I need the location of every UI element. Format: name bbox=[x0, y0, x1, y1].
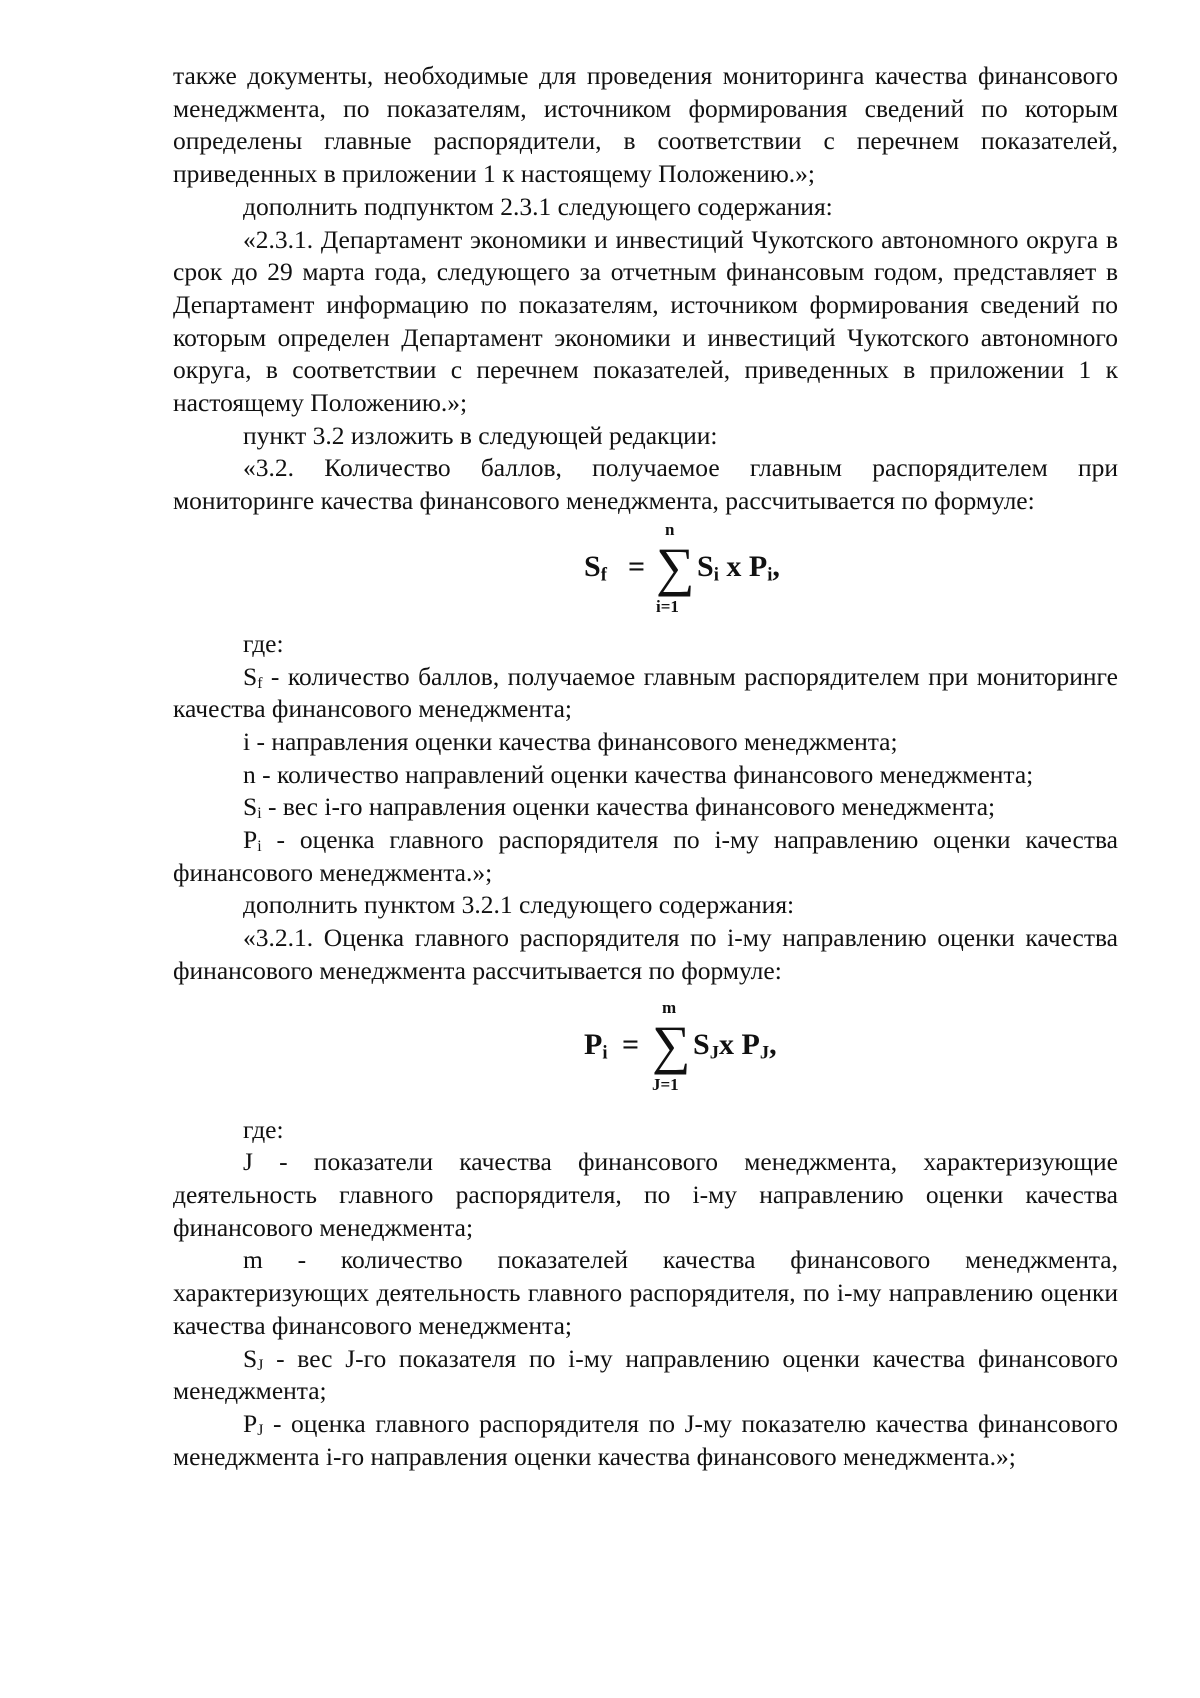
definition-pj: PJ - оценка главного распорядителя по J-му показателю качества финансового менеджмента i-го направления оценки качества финансового менеджмента.»; bbox=[173, 1408, 1118, 1471]
definition-sj: SJ - вес J-го показателя по i-му направлению оценки качества финансового менеджмента; bbox=[173, 1343, 1118, 1406]
definition-j: J - показатели качества финансового менеджмента, характеризующие деятельность главного распорядителя, по i-му направлению оценки качества финансового менеджмента; bbox=[173, 1147, 1118, 1242]
formula-sf-equals: = bbox=[628, 549, 646, 583]
document-page bbox=[173, 60, 1118, 1473]
paragraph-3-2-1-text: «3.2.1. Оценка главного распорядителя по i-му направлению оценки качества финансового менеджмента рассчитывается по формуле: bbox=[173, 923, 1118, 985]
formula-sf-sigma: ∑ bbox=[656, 536, 695, 597]
definition-sf: Sf - количество баллов, получаемое главным распорядителем при мониторинге качества финансового менеджмента; bbox=[173, 661, 1118, 724]
paragraph-2-3-1-text: «2.3.1. Департамент экономики и инвестиций Чукотского автономного округа в срок до 29 марта года, следующего за отчетным финансовым годом, представляет в Департамент информацию по показателям, источником формирования сведений по которым определен Департамент экономики и инвестиций Чукотского автономного округа, в соответствии с перечнем показателей, приведенных в приложении 1 к настоящему Положению.»; bbox=[173, 224, 1118, 418]
formula-pi-sigma: ∑ bbox=[652, 1014, 691, 1075]
where-label-2: где: bbox=[243, 1114, 284, 1144]
definition-pi: Pi - оценка главного распорядителя по i-му направлению оценки качества финансового менеджмента.»; bbox=[173, 825, 1118, 887]
definition-i: i - направления оценки качества финансового менеджмента; bbox=[243, 726, 898, 756]
formula-sf-expression bbox=[584, 518, 784, 618]
paragraph-amendment-3-2-1: дополнить пунктом 3.2.1 следующего содержания: bbox=[243, 890, 795, 920]
formula-pi-rhs: $S_Jx$ $P_J$, bbox=[693, 1027, 777, 1064]
definition-si: Si - вес i-го направления оценки качества финансового менеджмента; bbox=[243, 792, 996, 823]
formula-pi-lhs: $P_i$ bbox=[584, 1027, 608, 1064]
formula-sf-rhs: $S_i$ x $P_i$, bbox=[697, 549, 780, 586]
formula-pi-lower-limit: J=1 bbox=[652, 1074, 679, 1094]
formula-sf-lower-limit: i=1 bbox=[656, 596, 679, 616]
paragraph-amendment-2-3-1: дополнить подпунктом 2.3.1 следующего содержания: bbox=[243, 191, 833, 221]
formula-sf bbox=[173, 518, 1118, 628]
formula-pi-equals: = bbox=[622, 1027, 640, 1061]
paragraph-continuation: также документы, необходимые для проведения мониторинга качества финансового менеджмента, по показателям, источником формирования сведений по которым определены главные распорядители, в соответствии с перечнем показателей, приведенных в приложении 1 к настоящему Положению.»; bbox=[173, 61, 1118, 189]
paragraph-3-2-text: «3.2. Количество баллов, получаемое главным распорядителем при мониторинге качества финансового менеджмента, рассчитывается по формуле: bbox=[173, 453, 1118, 516]
formula-sf-upper-limit: n bbox=[665, 519, 675, 539]
formula-sf-lhs: $S_f$ bbox=[584, 549, 607, 586]
paragraph-amendment-3-2: пункт 3.2 изложить в следующей редакции: bbox=[243, 420, 718, 450]
formula-pi-expression bbox=[584, 996, 784, 1096]
formula-pi bbox=[173, 996, 1118, 1114]
formula-pi-upper-limit: m bbox=[662, 997, 677, 1017]
where-label-1: где: bbox=[243, 628, 284, 658]
definition-n: n - количество направлений оценки качества финансового менеджмента; bbox=[243, 759, 1034, 789]
definition-m: m - количество показателей качества финансового менеджмента, характеризующих деятельность главного распорядителя, по i-му направлению оценки качества финансового менеджмента; bbox=[173, 1245, 1118, 1340]
